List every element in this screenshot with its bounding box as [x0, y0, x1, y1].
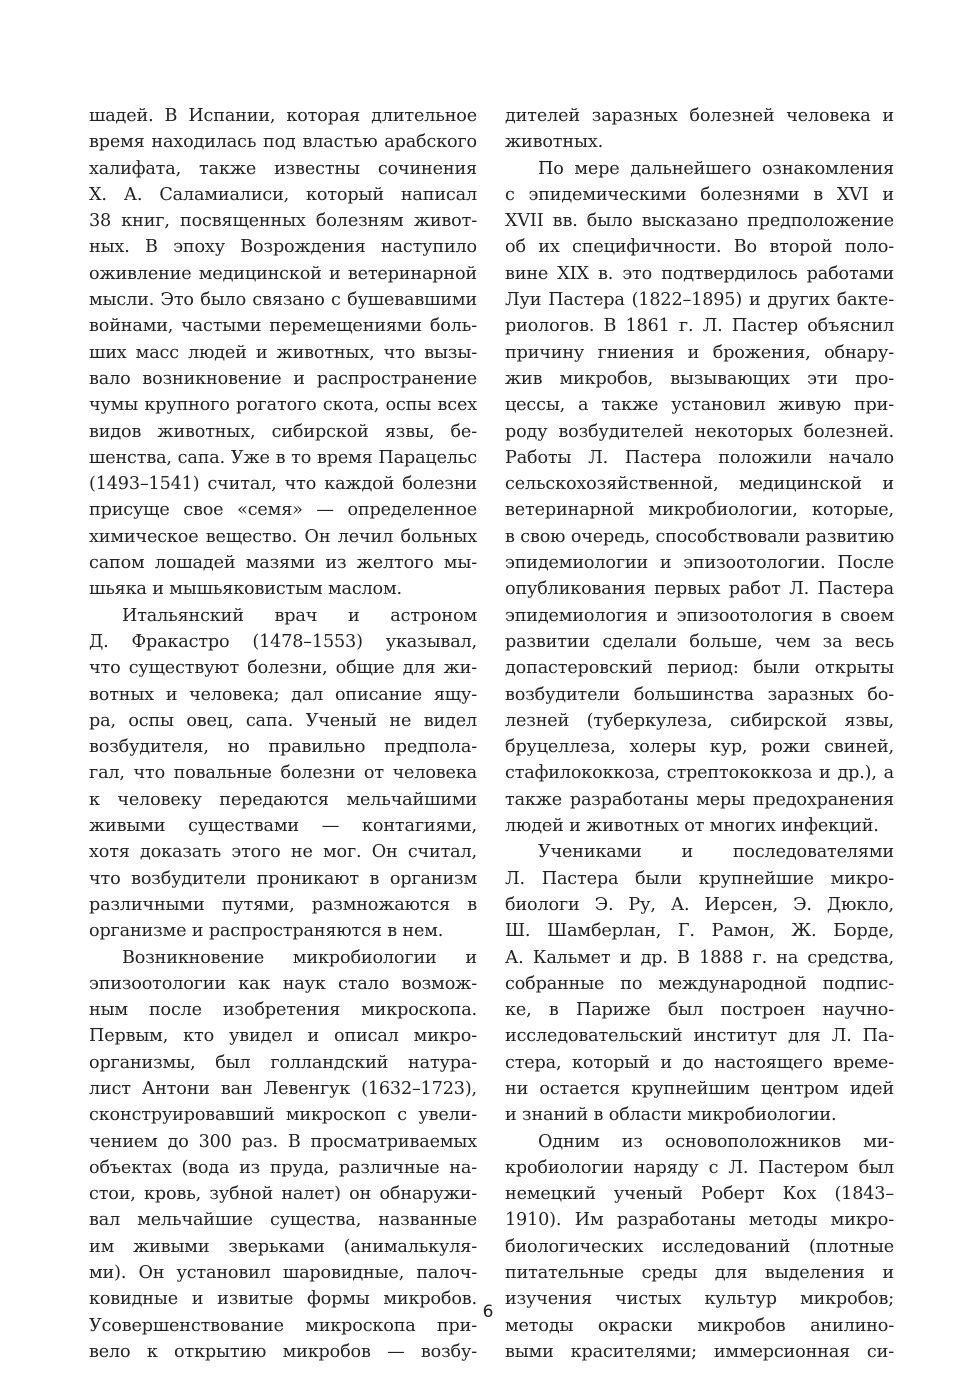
- text-line: собранные по международной подпис-: [505, 973, 894, 994]
- text-line: шьяка и мышьяковистым маслом.: [89, 579, 402, 600]
- text-line: чумы крупного рогатого скота, оспы всех: [89, 395, 477, 416]
- text-line: войнами, частыми перемещениями боль-: [89, 316, 477, 337]
- text-line: ным после изобретения микроскопа.: [89, 1000, 477, 1021]
- text-line: питательные среды для выделения и: [505, 1263, 894, 1284]
- text-line: животных.: [505, 132, 604, 153]
- text-line: ра, оспы овец, сапа. Ученый не видел: [89, 710, 477, 731]
- text-line: организмы, был голландский натура-: [89, 1052, 477, 1073]
- text-line: халифата, также известны сочинения: [89, 158, 477, 179]
- text-line: сельскохозяйственной, медицинской и: [505, 474, 894, 495]
- paragraph-first-line: Возникновение микробиологии и: [122, 947, 477, 968]
- text-line: возбудители большинства заразных бо-: [505, 684, 894, 705]
- text-line: развитии сделали больше, чем за весь: [505, 631, 894, 652]
- text-line: риологов. В 1861 г. Л. Пастер объяснил: [505, 316, 894, 337]
- text-line: оживление медицинской и ветеринарной: [89, 263, 477, 284]
- text-line: (1493–1541) считал, что каждой болезни: [89, 474, 477, 495]
- text-line: ми). Он установил шаровидные, палоч-: [89, 1263, 477, 1284]
- text-line: вотных и человека; дал описание ящу-: [89, 684, 477, 705]
- text-line: стафилококкоза, стрептококкоза и др.), а: [505, 763, 894, 784]
- text-line: опубликования первых работ Л. Пастера: [505, 579, 894, 600]
- text-line: биологи Э. Ру, А. Иерсен, Э. Дюкло,: [505, 894, 894, 915]
- text-line: Луи Пастера (1822–1895) и других бакте-: [505, 290, 894, 311]
- text-line: кробиологии наряду с Л. Пастером был: [505, 1157, 894, 1178]
- text-line: хотя доказать этого не мог. Он считал,: [89, 842, 477, 863]
- text-line: химическое вещество. Он лечил больных: [89, 526, 477, 547]
- text-line: лезней (туберкулеза, сибирской язвы,: [505, 710, 894, 731]
- text-line: шадей. В Испании, которая длительное: [89, 106, 477, 126]
- text-line: сапом лошадей мазями из желтого мы-: [89, 553, 477, 574]
- text-line: стера, который и до настоящего време-: [505, 1052, 894, 1073]
- text-line: Усовершенствование микроскопа при-: [89, 1315, 477, 1336]
- text-line: мысли. Это было связано с бушевавшими: [89, 290, 477, 311]
- text-line: к человеку передаются мельчайшими: [89, 789, 477, 810]
- text-line: лист Антони ван Левенгук (1632–1723),: [89, 1078, 477, 1099]
- text-line: им живыми зверьками (анималькуля-: [89, 1236, 477, 1257]
- paragraph-first-line: Учениками и последователями: [538, 842, 894, 863]
- text-line: вал мельчайшие существа, названные: [89, 1210, 477, 1231]
- text-line: Х. А. Саламиалиси, который написал: [89, 184, 477, 205]
- text-line: Работы Л. Пастера положили начало: [505, 447, 894, 468]
- text-line: различными путями, размножаются в: [89, 894, 477, 915]
- text-line: изучения чистых культур микробов;: [505, 1289, 894, 1310]
- text-line: XVII вв. было высказано предположение: [505, 211, 894, 232]
- text-line: причину гниения и брожения, обнару-: [505, 342, 894, 363]
- text-line: эпидемиологии и эпизоотологии. После: [505, 553, 894, 574]
- text-line: время находилась под властью арабского: [89, 132, 477, 153]
- text-line: организме и распространяются в нем.: [89, 921, 444, 942]
- text-line: эпизоотологии как наук стало возмож-: [89, 973, 477, 994]
- text-line: с эпидемическими болезнями в XVI и: [505, 184, 894, 205]
- text-line: шенства, сапа. Уже в то время Парацельс: [89, 447, 477, 468]
- text-line: вело к открытию микробов — возбу-: [89, 1341, 477, 1362]
- text-line: и знаний в области микробиологии.: [505, 1105, 837, 1126]
- text-line: что существуют болезни, общие для жи-: [89, 658, 477, 679]
- text-line: эпидемиология и эпизоотология в своем: [505, 605, 894, 626]
- text-line: дителей заразных болезней человека и: [505, 106, 894, 126]
- text-line: ковидные и извитые формы микробов.: [89, 1289, 477, 1310]
- text-line: выми красителями; иммерсионная си-: [505, 1341, 894, 1362]
- text-line: ке, в Париже был построен научно-: [505, 1000, 894, 1021]
- text-line: Л. Пастера были крупнейшие микро-: [505, 868, 894, 889]
- text-line: стои, кровь, зубной налет) он обнаружи-: [89, 1184, 477, 1205]
- text-line: 38 книг, посвященных болезням живот-: [89, 211, 477, 232]
- text-line: вало возникновение и распространение: [89, 368, 477, 389]
- text-line: 1910). Им разработаны методы микро-: [505, 1210, 894, 1231]
- text-line: также разработаны меры предохранения: [505, 789, 894, 810]
- text-line: бруцеллеза, холеры кур, рожи свиней,: [505, 737, 894, 758]
- text-line: жив микробов, вызывающих эти про-: [505, 368, 894, 389]
- text-line: ных. В эпоху Возрождения наступило: [89, 237, 477, 258]
- text-line: в свою очередь, способствовали развитию: [505, 526, 894, 547]
- text-line: живыми существами — контагиями,: [89, 816, 477, 837]
- text-line: биологических исследований (плотные: [505, 1236, 894, 1257]
- text-line: роду возбудителей некоторых болезней.: [505, 421, 894, 442]
- text-line: немецкий ученый Роберт Кох (1843–: [505, 1184, 894, 1205]
- text-line: сконструировавший микроскоп с увели-: [89, 1105, 477, 1126]
- text-line: Первым, кто увидел и описал микро-: [89, 1026, 477, 1047]
- paragraph-first-line: Итальянский врач и астроном: [122, 605, 477, 626]
- text-line: что возбудители проникают в организм: [89, 868, 477, 889]
- text-line: видов животных, сибирской язвы, бе-: [89, 421, 477, 442]
- text-line: Д. Фракастро (1478–1553) указывал,: [89, 631, 477, 652]
- text-line: присуще свое «семя» — определенное: [89, 500, 477, 521]
- page-number: 6: [482, 1302, 494, 1322]
- text-line: цессы, а также установил живую при-: [505, 395, 894, 416]
- text-line: ших масс людей и животных, что вызы-: [89, 342, 477, 363]
- text-line: исследовательский институт для Л. Па-: [505, 1026, 894, 1047]
- text-line: ни остается крупнейшим центром идей: [505, 1078, 894, 1099]
- text-line: людей и животных от многих инфекций.: [505, 816, 879, 837]
- text-line: объектах (вода из пруда, различные на-: [89, 1157, 477, 1178]
- text-line: вине XIX в. это подтвердилось работами: [505, 263, 894, 284]
- text-line: возбудителя, но правильно предпола-: [89, 737, 477, 758]
- right-text-column: [505, 103, 894, 1365]
- text-line: допастеровский период: были открыты: [505, 658, 894, 679]
- text-line: методы окраски микробов анилино-: [505, 1315, 894, 1336]
- text-line: чением до 300 раз. В просматриваемых: [89, 1131, 477, 1152]
- paragraph-first-line: По мере дальнейшего ознакомления: [538, 158, 894, 179]
- text-line: Ш. Шамберлан, Г. Рамон, Ж. Борде,: [505, 921, 894, 942]
- paragraph-first-line: Одним из основоположников ми-: [538, 1131, 894, 1152]
- text-line: об их специфичности. Во второй поло-: [505, 237, 894, 258]
- text-line: А. Кальмет и др. В 1888 г. на средства,: [505, 947, 894, 968]
- text-line: гал, что повальные болезни от человека: [89, 763, 477, 784]
- left-text-column: [89, 103, 477, 1365]
- text-line: ветеринарной микробиологии, которые,: [505, 500, 894, 521]
